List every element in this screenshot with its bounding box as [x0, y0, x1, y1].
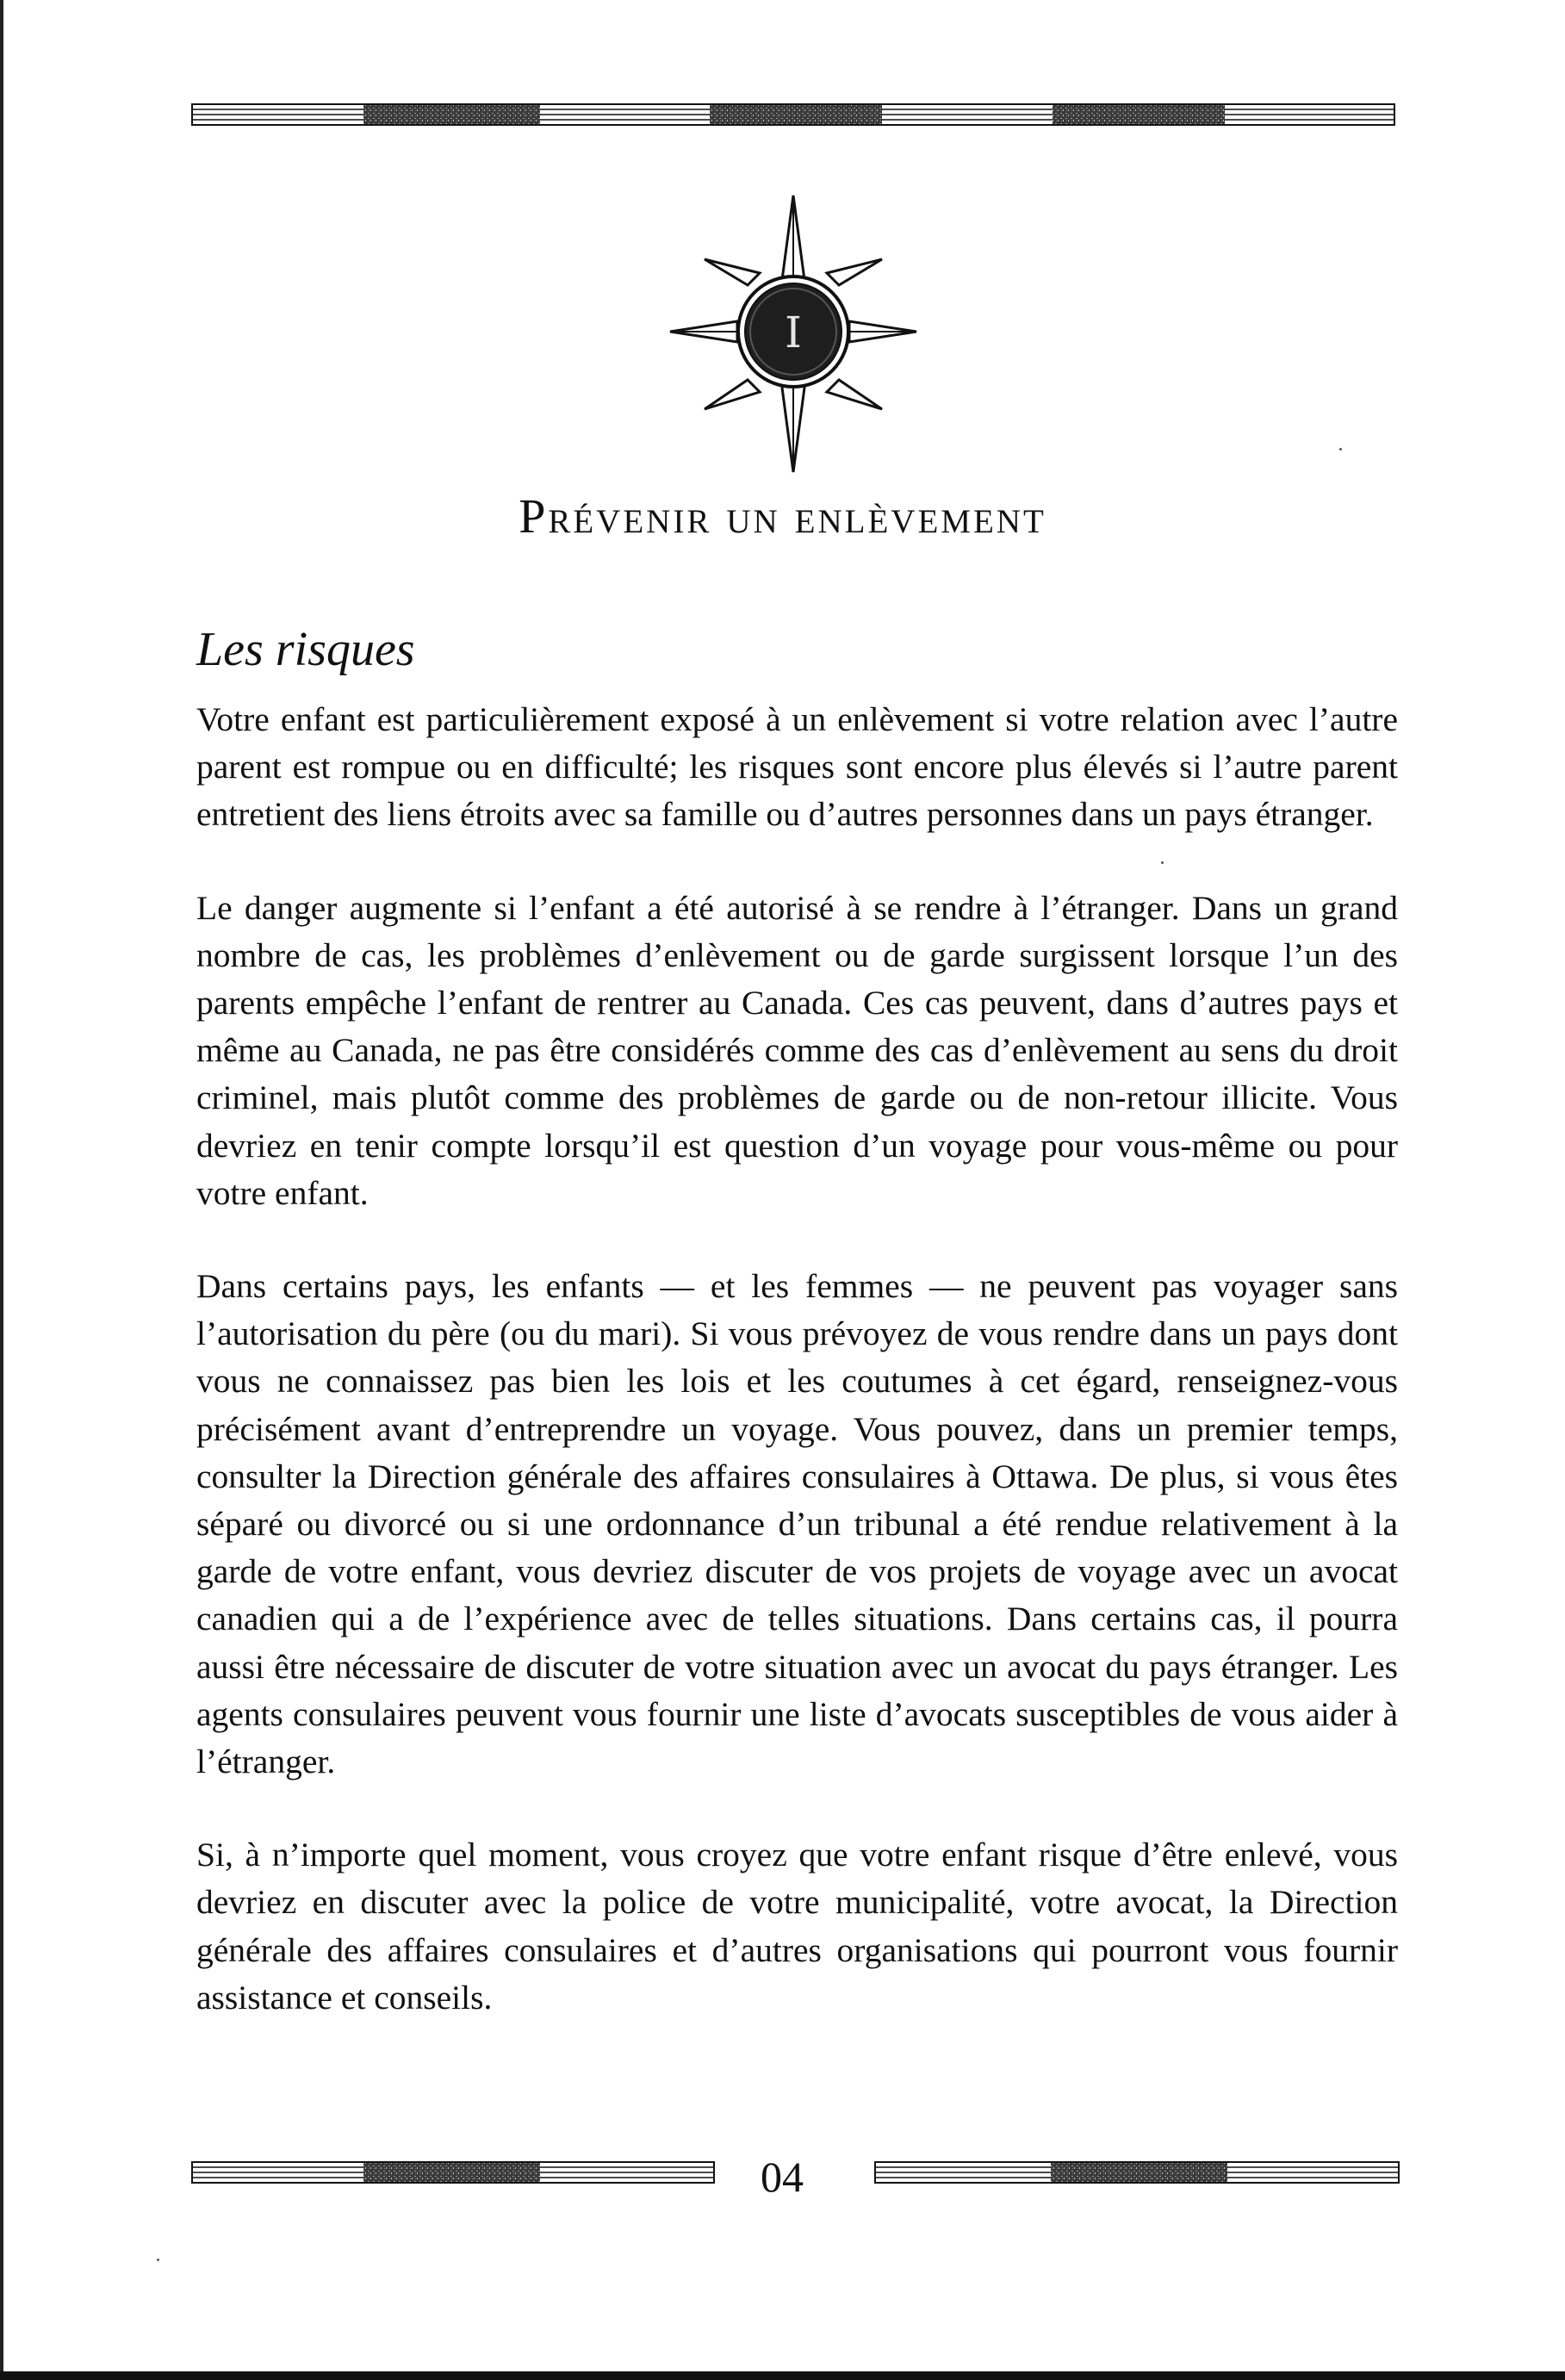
scan-speck [157, 2259, 159, 2261]
body-text [196, 696, 1398, 2067]
chapter-numeral: I [785, 308, 802, 357]
page-edge [0, 0, 3, 2380]
scan-speck [1161, 861, 1164, 864]
scan-speck [1339, 448, 1342, 451]
paragraph-3: Dans certains pays, les enfants — et les femmes — ne peuvent pas voyager sans l’autorisation du père (ou du mari). Si vous prévoyez de vous rendre dans un pays dont vous ne connaissez pas bien les lois et les coutumes à cet égard, renseignez-vous précisément avant d’entreprendre un voyage. Vous pouvez, dans un premier temps, consulter la Direction générale des affaires consulaires à Ottawa. De plus, si vous êtes séparé ou divorcé ou si une ordonnance d’un tribunal a été rendue relativement à la garde de votre enfant, vous devriez discuter de vos projets de voyage avec un avocat canadien qui a de l’expérience avec de telles situations. Dans certains cas, il pourra aussi être nécessaire de discuter de votre situation avec un avocat du pays étranger. Les agents consulaires peuvent vous fournir une liste d’avocats susceptibles de vous aider à l’étranger. [196, 1267, 1398, 1781]
chapter-title: Prévenir un enlèvement [519, 490, 1046, 544]
paragraph-1: Votre enfant est particulièrement exposé à un enlèvement si votre relation avec l’autre parent est rompue ou en difficulté; les risques sont encore plus élevés si l’autre parent entretient des liens étroits avec sa famille ou d’autres personnes dans un pays étranger. [196, 700, 1398, 834]
section-heading: Les risques [196, 623, 415, 676]
page-number: 04 [761, 2153, 804, 2201]
footer-left-rule [191, 2159, 715, 2185]
top-decorative-rule [191, 102, 1395, 127]
compass-rose-ornament [668, 194, 918, 474]
page-edge-bottom [0, 2371, 1565, 2380]
paragraph-4: Si, à n’importe quel moment, vous croyez que votre enfant risque d’être enlevé, vous devriez en discuter avec la police de votre municipalité, votre avocat, la Direction générale des affaires consulaires et d’autres organisations qui pourront vous fournir assistance et conseils. [196, 1836, 1398, 2016]
footer-right-rule [874, 2159, 1400, 2185]
paragraph-2: Le danger augmente si l’enfant a été autorisé à se rendre à l’étranger. Dans un grand nombre de cas, les problèmes d’enlèvement ou de garde surgissent lorsque l’un des parents empêche l’enfant de rentrer au Canada. Ces cas peuvent, dans d’autres pays et même au Canada, ne pas être considérés comme des cas d’enlèvement au sens du droit criminel, mais plutôt comme des problèmes de garde ou de non-retour illicite. Vous devriez en tenir compte lorsqu’il est question d’un voyage pour vous-même ou pour votre enfant. [196, 888, 1398, 1212]
